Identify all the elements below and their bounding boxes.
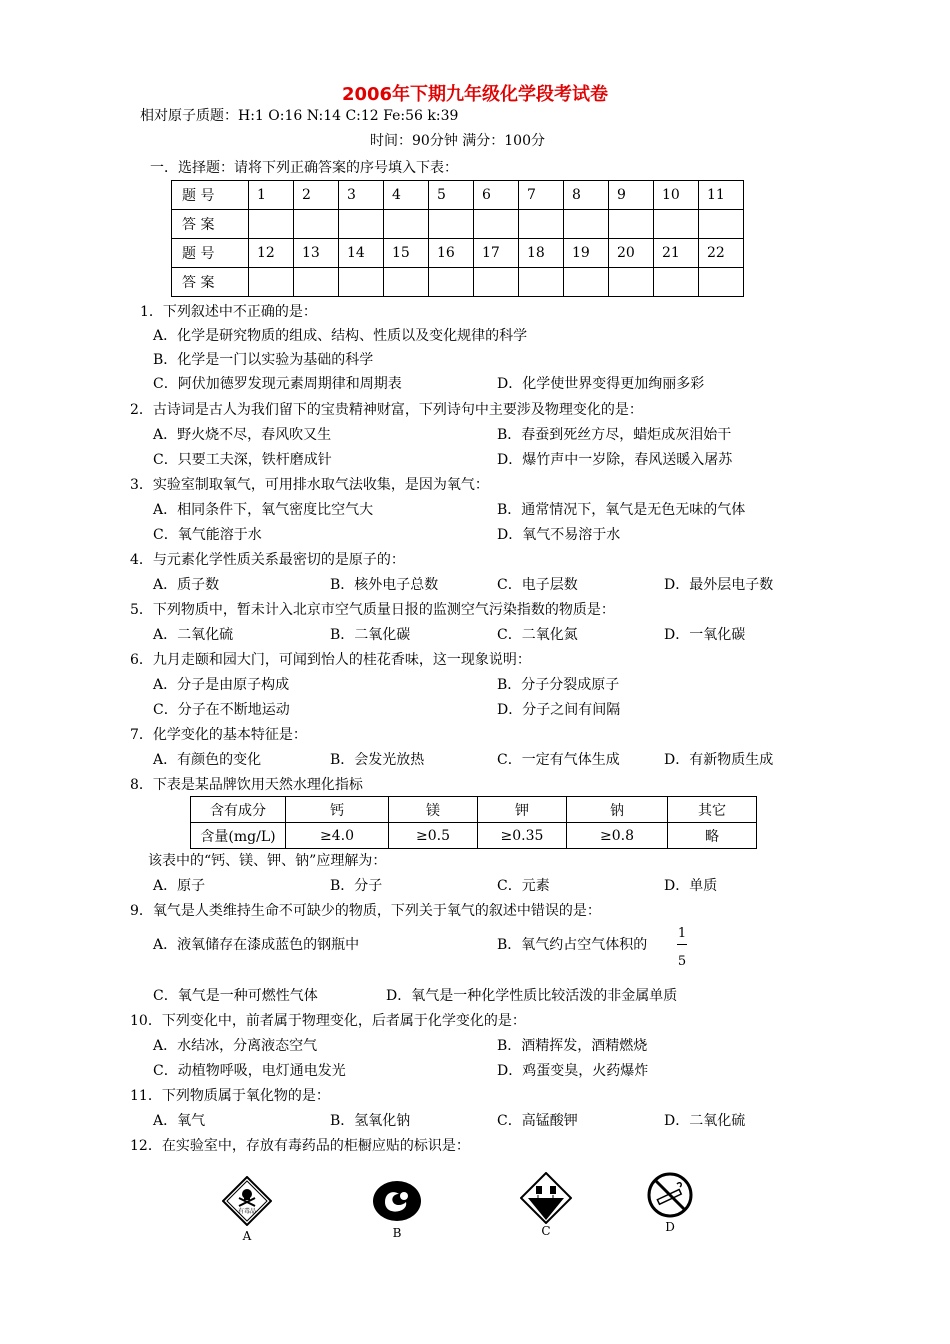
question-8-option-a: A．原子	[153, 878, 206, 894]
question-2-option-a: A．野火烧不尽，春风吹又生	[153, 427, 332, 443]
question-9-option-c: C．氧气是一种可燃性气体	[153, 988, 318, 1004]
question-6-option-d: D．分子之间有间隔	[497, 702, 621, 718]
table-cell: 含量(mg/L)	[191, 823, 286, 849]
question-1-stem: 1．下列叙述中不正确的是：	[140, 304, 317, 320]
time-score: 时间：90分钟 满分：100分	[370, 133, 545, 149]
question-11-option-c: C．高锰酸钾	[497, 1113, 578, 1129]
question-11-option-d: D．二氧化硫	[664, 1113, 746, 1129]
table-cell: 钾	[478, 797, 567, 823]
question-7-option-c: C．一定有气体生成	[497, 752, 620, 768]
section-1-heading: 一．选择题：请将下列正确答案的序号填入下表：	[150, 160, 458, 176]
mineral-table-header	[191, 797, 757, 823]
mineral-table	[190, 796, 757, 849]
question-number: 18	[519, 239, 564, 268]
question-5-option-b: B．二氧化碳	[330, 627, 411, 643]
question-10-option-d: D．鸡蛋变臭，火药爆炸	[497, 1063, 649, 1079]
question-7-option-b: B．会发光放热	[330, 752, 425, 768]
question-11-option-a: A．氧气	[153, 1113, 206, 1129]
question-4-option-b: B．核外电子总数	[330, 577, 439, 593]
answer-cell[interactable]	[564, 210, 609, 239]
fraction-bar	[677, 944, 687, 945]
question-4-option-c: C．电子层数	[497, 577, 578, 593]
question-9-option-d: D．氧气是一种化学性质比较活泼的非金属单质	[386, 988, 678, 1004]
question-number: 5	[429, 181, 474, 210]
answer-cell[interactable]	[519, 210, 564, 239]
answer-table-row	[172, 181, 744, 210]
answer-table-row	[172, 268, 744, 297]
question-number: 22	[699, 239, 744, 268]
question-8-stem: 8．下表是某品牌饮用天然水理化指标	[130, 777, 363, 793]
answer-cell[interactable]	[249, 268, 294, 297]
question-1-option-d: D．化学使世界变得更加绚丽多彩	[497, 376, 705, 392]
question-1-option-c: C．阿伏加德罗发现元素周期律和周期表	[153, 376, 402, 392]
fraction-denominator: 5	[677, 954, 687, 969]
answer-cell[interactable]	[699, 268, 744, 297]
question-6-stem: 6．九月走颐和园大门，可闻到怡人的桂花香味，这一现象说明：	[130, 652, 531, 668]
answer-cell[interactable]	[699, 210, 744, 239]
question-5-option-a: A．二氧化硫	[153, 627, 234, 643]
answer-cell[interactable]	[474, 268, 519, 297]
question-1-option-b: B．化学是一门以实验为基础的科学	[153, 352, 374, 368]
question-8-note: 该表中的“钙、镁、钾、钠”应理解为：	[148, 853, 387, 869]
answer-cell[interactable]	[339, 268, 384, 297]
question-number: 2	[294, 181, 339, 210]
atomic-masses: 相对原子质题：H:1 O:16 N:14 C:12 Fe:56 k:39	[140, 108, 459, 124]
question-9-stem: 9．氧气是人类维持生命不可缺少的物质，下列关于氧气的叙述中错误的是：	[130, 903, 601, 919]
question-6-option-c: C．分子在不断地运动	[153, 702, 290, 718]
question-10-option-c: C．动植物呼吸，电灯通电发光	[153, 1063, 346, 1079]
question-2-stem: 2．古诗词是古人为我们留下的宝贵精神财富，下列诗句中主要涉及物理变化的是：	[130, 402, 643, 418]
answer-cell[interactable]	[384, 210, 429, 239]
answer-table-row	[172, 210, 744, 239]
question-number: 3	[339, 181, 384, 210]
question-3-stem: 3．实验室制取氧气，可用排水取气法收集，是因为氧气：	[130, 477, 489, 493]
question-3-option-b: B．通常情况下，氧气是无色无味的气体	[497, 502, 746, 518]
question-number: 20	[609, 239, 654, 268]
mineral-table-row	[191, 823, 757, 849]
question-11-stem: 11．下列物质属于氧化物的是：	[130, 1088, 330, 1104]
question-number: 15	[384, 239, 429, 268]
question-number: 7	[519, 181, 564, 210]
table-cell: ≥0.8	[567, 823, 668, 849]
table-cell: 镁	[389, 797, 478, 823]
question-2-option-b: B．春蚕到死丝方尽，蜡炬成灰泪始干	[497, 427, 732, 443]
answer-cell[interactable]	[249, 210, 294, 239]
question-2-option-d: D．爆竹声中一岁除，春风送暖入屠苏	[497, 452, 733, 468]
question-5-stem: 5．下列物质中，暂未计入北京市空气质量日报的监测空气污染指数的物质是：	[130, 602, 615, 618]
question-number: 9	[609, 181, 654, 210]
answer-cell[interactable]	[519, 268, 564, 297]
question-number: 4	[384, 181, 429, 210]
question-3-option-c: C．氧气能溶于水	[153, 527, 262, 543]
question-9-option-b: B．氧气约占空气体积的	[497, 937, 648, 953]
toxic-sign-icon	[222, 1176, 272, 1226]
question-8-option-d: D．单质	[664, 878, 718, 894]
question-11-option-b: B．氢氧化钠	[330, 1113, 411, 1129]
table-cell: 其它	[668, 797, 757, 823]
question-5-option-d: D．一氧化碳	[664, 627, 746, 643]
question-number: 1	[249, 181, 294, 210]
question-number: 17	[474, 239, 519, 268]
sign-label-c: C	[541, 1224, 551, 1238]
question-number: 6	[474, 181, 519, 210]
question-3-option-d: D．氧气不易溶于水	[497, 527, 621, 543]
answer-cell[interactable]	[654, 210, 699, 239]
question-1-option-a: A．化学是研究物质的组成、结构、性质以及变化规律的科学	[153, 328, 528, 344]
question-7-option-a: A．有颜色的变化	[153, 752, 262, 768]
question-6-option-b: B．分子分裂成原子	[497, 677, 620, 693]
question-2-option-c: C．只要工夫深，铁杆磨成针	[153, 452, 332, 468]
question-number: 21	[654, 239, 699, 268]
question-4-option-a: A．质子数	[153, 577, 220, 593]
question-9-option-a: A．液氧储存在漆成蓝色的钢瓶中	[153, 937, 360, 953]
question-number: 11	[699, 181, 744, 210]
answer-cell[interactable]	[474, 210, 519, 239]
table-cell: 钙	[286, 797, 389, 823]
sign-label-d: D	[665, 1220, 675, 1234]
exam-title: 2006年下期九年级化学段考试卷	[341, 84, 609, 105]
answer-cell[interactable]	[294, 210, 339, 239]
sign-label-b: B	[392, 1226, 402, 1240]
answer-table	[171, 180, 744, 297]
answer-cell[interactable]	[294, 268, 339, 297]
sign-a-text: 有毒品	[237, 1208, 257, 1215]
table-cell: ≥0.5	[389, 823, 478, 849]
question-number: 13	[294, 239, 339, 268]
answer-cell[interactable]	[429, 210, 474, 239]
answer-cell[interactable]	[654, 268, 699, 297]
question-number: 14	[339, 239, 384, 268]
question-4-stem: 4．与元素化学性质关系最密切的是原子的：	[130, 552, 405, 568]
question-8-option-b: B．分子	[330, 878, 383, 894]
table-cell: ≥4.0	[286, 823, 389, 849]
answer-label: 答 案	[172, 268, 249, 297]
table-header-label: 题 号	[172, 181, 249, 210]
answer-cell[interactable]	[429, 268, 474, 297]
answer-table-row	[172, 239, 744, 268]
question-number: 16	[429, 239, 474, 268]
question-10-option-b: B．酒精挥发，酒精燃烧	[497, 1038, 648, 1054]
question-3-option-a: A．相同条件下，氧气密度比空气大	[153, 502, 374, 518]
table-cell: 钠	[567, 797, 668, 823]
answer-cell[interactable]	[339, 210, 384, 239]
answer-label: 答 案	[172, 210, 249, 239]
table-cell: ≥0.35	[478, 823, 567, 849]
table-cell: 含有成分	[191, 797, 286, 823]
corrosive-sign-icon	[520, 1172, 572, 1224]
question-12-stem: 12．在实验室中，存放有毒药品的柜橱应贴的标识是：	[130, 1138, 470, 1154]
sign-label-a: A	[242, 1229, 252, 1243]
question-10-option-a: A．水结冰，分离液态空气	[153, 1038, 318, 1054]
answer-cell[interactable]	[384, 268, 429, 297]
question-6-option-a: A．分子是由原子构成	[153, 677, 290, 693]
table-header-label: 题 号	[172, 239, 249, 268]
fraction-numerator: 1	[677, 926, 687, 941]
no-smoking-sign-icon	[647, 1172, 693, 1218]
question-number: 19	[564, 239, 609, 268]
question-10-stem: 10．下列变化中，前者属于物理变化，后者属于化学变化的是：	[130, 1013, 526, 1029]
question-4-option-d: D．最外层电子数	[664, 577, 774, 593]
table-cell: 略	[668, 823, 757, 849]
oxidizer-sign-icon	[372, 1180, 422, 1222]
question-5-option-c: C．二氧化氮	[497, 627, 578, 643]
question-8-option-c: C．元素	[497, 878, 550, 894]
question-number: 12	[249, 239, 294, 268]
question-number: 8	[564, 181, 609, 210]
question-number: 10	[654, 181, 699, 210]
answer-cell[interactable]	[564, 268, 609, 297]
answer-cell[interactable]	[609, 268, 654, 297]
question-7-stem: 7．化学变化的基本特征是：	[130, 727, 307, 743]
answer-cell[interactable]	[609, 210, 654, 239]
question-7-option-d: D．有新物质生成	[664, 752, 774, 768]
